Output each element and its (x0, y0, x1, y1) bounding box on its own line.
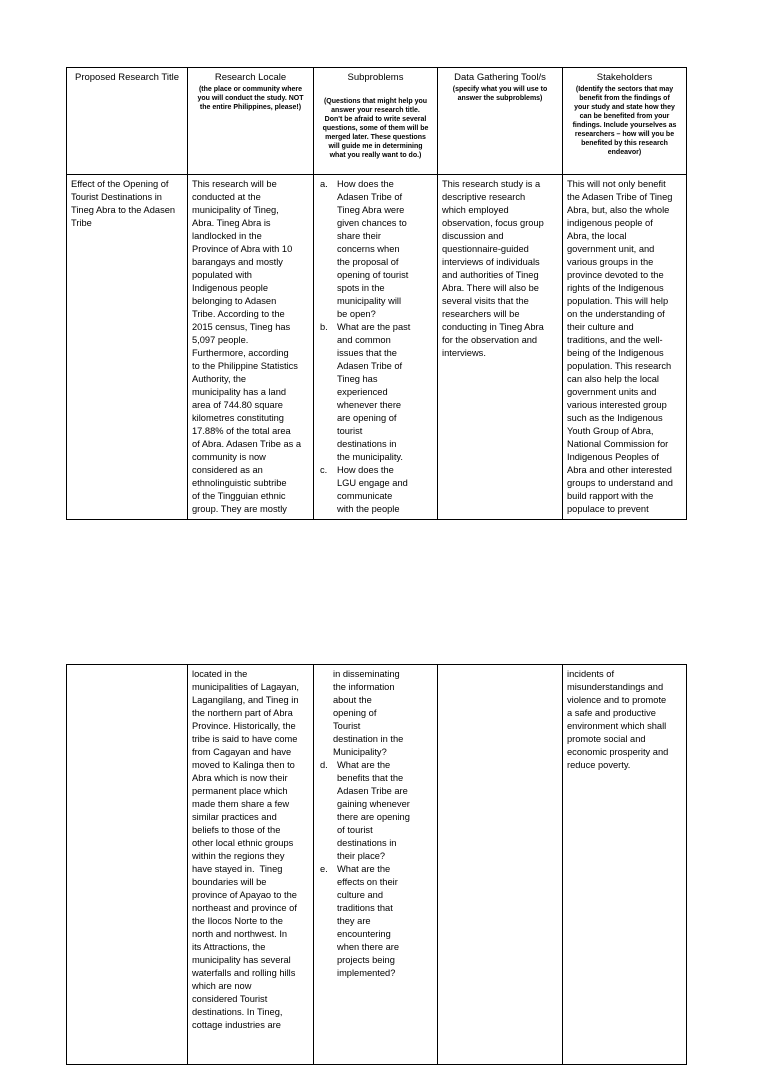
subproblem-continuation: in disseminating the information about the opening of Tourist destination in the Municipality? (333, 669, 404, 757)
header-stakeholders: Stakeholders (596, 72, 653, 83)
research-table-page-1 (66, 67, 687, 520)
header-stakeholders-note: (Identify the sectors that may benefit from the findings of your study and state how they can be benefited from your findings. Include yourselves as researchers – how will you be benefited by this research endeavor) (572, 86, 677, 156)
subproblem-text: What are the effects on their culture and traditions that they are encountering when there are projects being implemented? (337, 864, 400, 978)
table-row (67, 175, 687, 520)
subproblem-text: What are the benefits that the Adasen Tribe are gaining whenever there are opening of tourist destinations in their place? (337, 760, 410, 861)
subproblem-text: What are the past and common issues that the Adasen Tribe of Tineg has experienced whenever there are opening of tourist destinations in the municipality. (337, 322, 411, 462)
data-gathering-tools-cell (438, 665, 563, 1065)
data-gathering-tools-cell: This research study is a descriptive research which employed observation, focus group discussion and questionnaire-guided interviews of individuals and authorities of Tineg Abra. There will also be several visits that the researchers will be conducting in Tineg Abra for the observation and interviews. (438, 175, 563, 520)
page-2 (0, 664, 768, 1030)
list-item (318, 464, 433, 516)
list-marker: e. (320, 864, 328, 874)
table-row (67, 665, 687, 1065)
header-tools: Data Gathering Tool/s (454, 72, 546, 83)
list-marker: d. (320, 760, 328, 770)
stakeholders-cell: This will not only benefit the Adasen Tribe of Tineg Abra, but, also the whole indigenous people of Abra, the local government unit, and various groups in the province devoted to the rights of the Indigenous population. This will help on the understanding of their culture and traditions, and the well- being of the Indigenous population. This research can also help the local government units and various interested group such as the Indigenous Youth Group of Abra, National Commission for Indigenous Peoples of Abra and other interested groups to understand and build rapport with the populace to prevent (563, 175, 687, 520)
subproblems-list (318, 759, 433, 980)
header-title-cell (67, 68, 188, 175)
list-marker: b. (320, 322, 328, 332)
research-title-cell (67, 665, 188, 1065)
header-subproblems-note: (Questions that might help you answer your research title. Don't be afraid to write several questions, some of them will be merged later. These questions will guide me in determining what you really want to do.) (322, 98, 429, 159)
research-locale-cell: This research will be conducted at the municipality of Tineg, Abra. Tineg Abra is landlocked in the Province of Abra with 10 barangays and mostly populated with Indigenous people belonging to Adasen Tribe. According to the 2015 census, Tineg has 5,097 people. Furthermore, according to the Philippine Statistics Authority, the municipality has a land area of 744.80 square kilometres constituting 17.88% of the total area of Abra. Adasen Tribe as a community is now considered as an ethnolinguistic subtribe of the Tingguian ethnic group. They are mostly (188, 175, 314, 520)
list-item (318, 863, 433, 980)
subproblems-cell (314, 665, 438, 1065)
header-subproblems-cell (314, 68, 438, 175)
stakeholders-cell: incidents of misunderstandings and violence and to promote a safe and productive environment which shall promote social and economic prosperity and reduce poverty. (563, 665, 687, 1065)
header-locale: Research Locale (214, 72, 287, 83)
list-item (318, 321, 433, 464)
research-title-cell: Effect of the Opening of Tourist Destinations in Tineg Abra to the Adasen Tribe (67, 175, 188, 520)
subproblem-text: How does the LGU engage and communicate with the people (337, 465, 408, 514)
subproblems-list (318, 178, 433, 516)
header-tools-note: (specify what you will use to answer the subproblems) (452, 86, 548, 102)
list-marker: a. (320, 179, 328, 189)
list-marker: c. (320, 465, 328, 475)
header-locale-note: (the place or community where you will conduct the study. NOT the entire Philippines, please!) (197, 86, 304, 111)
header-locale-cell (188, 68, 314, 175)
subproblems-cell (314, 175, 438, 520)
subproblem-text: How does the Adasen Tribe of Tineg Abra were given chances to share their concerns when the proposal of opening of tourist spots in the municipality will be open? (337, 179, 409, 319)
list-item (318, 759, 433, 863)
header-title: Proposed Research Title (74, 72, 180, 83)
header-stakeholders-cell (563, 68, 687, 175)
header-subproblems: Subproblems (347, 72, 404, 83)
header-tools-cell (438, 68, 563, 175)
research-table-page-2 (66, 664, 687, 1065)
research-locale-cell: located in the municipalities of Lagayan, Lagangilang, and Tineg in the northern part of Abra Province. Historically, the tribe is said to have come from Cagayan and have moved to Kalinga then to Abra which is now their permanent place which made them share a few similar practices and beliefs to those of the other local ethnic groups within the regions they have stayed in. Tineg boundaries will be province of Apayao to the northeast and province of the Ilocos Norte to the north and northwest. In its Attractions, the municipality has several waterfalls and rolling hills which are now considered Tourist destinations. In Tineg, cottage industries are (188, 665, 314, 1065)
header-row (67, 68, 687, 175)
page-gap (0, 560, 768, 664)
list-item (318, 178, 433, 321)
